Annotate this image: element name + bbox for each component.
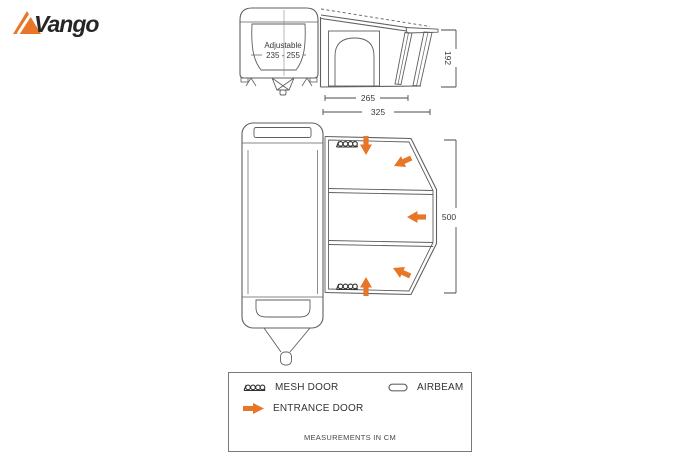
plan-view-diagram: [228, 116, 468, 388]
airbeam-divider: [329, 241, 434, 247]
airbeam-divider: [329, 189, 434, 195]
tow-hitch: [272, 78, 294, 90]
caravan-plan-outline: [242, 123, 323, 365]
legend-entrance-door: [243, 403, 363, 414]
entrance-arrow-icon: [243, 403, 264, 414]
adjustable-label-line2: 235 - 255: [266, 51, 300, 60]
legend-mesh-door: [243, 382, 338, 393]
airbeam-icon: [388, 383, 408, 392]
entrance-arrow-icon: [360, 136, 372, 155]
height-dim-label: 192: [443, 50, 453, 66]
entrance-arrow-icon: [391, 153, 413, 172]
entrance-arrows: [360, 136, 426, 296]
measurements-note: MEASUREMENTS IN CM: [303, 433, 397, 442]
side-view-diagram: [232, 2, 468, 122]
tow-hitch-plan: [264, 328, 310, 352]
mesh-door-icon: [337, 284, 358, 290]
door-arch: [335, 38, 374, 86]
length-dim-label: 500: [441, 212, 457, 222]
brand-logo: [13, 11, 99, 37]
adjustable-label-line1: Adjustable: [264, 41, 302, 50]
awning-side-outline: [321, 9, 439, 87]
legend-airbeam-label: AIRBEAM: [417, 382, 464, 393]
legend-entrance-door-label: ENTRANCE DOOR: [273, 403, 364, 414]
depth-inner-dim-label: 265: [360, 93, 376, 103]
depth-outer-dim-label: 325: [370, 107, 386, 117]
brand-wordmark: Vango: [34, 11, 99, 37]
dimension-lines-side: [323, 30, 456, 115]
legend-airbeam: [388, 382, 463, 393]
legend-mesh-door-label: MESH DOOR: [275, 382, 339, 393]
entrance-arrow-icon: [390, 263, 412, 282]
mesh-door-icon: [337, 142, 358, 148]
entrance-arrow-icon: [407, 211, 426, 223]
mesh-door-icon: [243, 383, 266, 392]
legend-box: [228, 372, 472, 452]
